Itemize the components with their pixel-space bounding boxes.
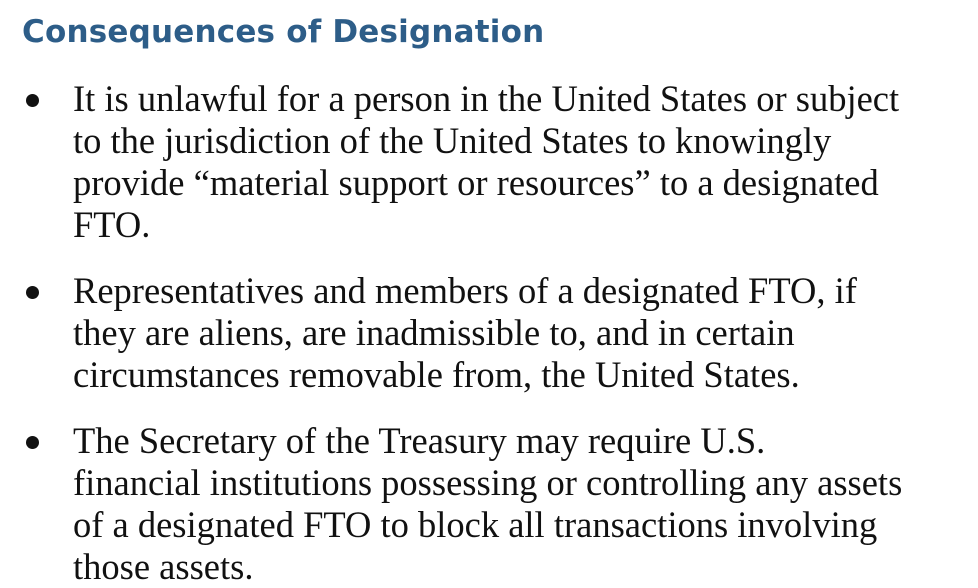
bullet-line: FTO. <box>73 204 151 245</box>
bullet-dot-icon <box>26 286 39 299</box>
bullet-line: provide “material support or resources” to a designated <box>73 162 879 203</box>
bullet-line: circumstances removable from, the United States. <box>73 354 800 395</box>
bullet-line: they are aliens, are inadmissible to, and in certain <box>73 312 795 353</box>
bullet-text <box>73 270 953 396</box>
bullet-line: The Secretary of the Treasury may require U.S. <box>73 420 766 461</box>
bullet-line: those assets. <box>73 546 254 587</box>
bullet-dot-icon <box>26 436 39 449</box>
bullet-dot-icon <box>26 94 39 107</box>
bullet-line: financial institutions possessing or controlling any assets <box>73 462 903 503</box>
bullet-line: of a designated FTO to block all transactions involving <box>73 504 878 545</box>
bullet-text <box>73 420 953 588</box>
bullet-line: It is unlawful for a person in the United States or subject <box>73 78 900 119</box>
bullet-text <box>73 78 953 246</box>
bullet-line: Representatives and members of a designated FTO, if <box>73 270 857 311</box>
slide-heading: Consequences of Designation <box>22 14 545 50</box>
bullet-line: to the jurisdiction of the United States to knowingly <box>73 120 832 161</box>
